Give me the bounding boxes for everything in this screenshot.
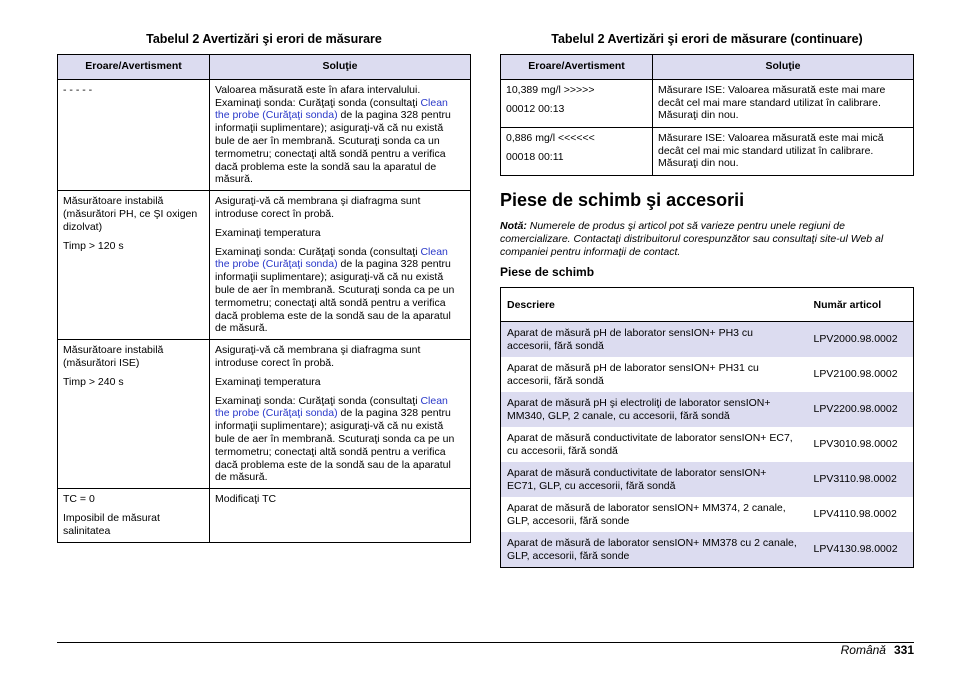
column-header-error: Eroare/Avertisment: [58, 55, 210, 80]
error-text: Timp > 120 s: [63, 239, 124, 252]
column-header-error: Eroare/Avertisment: [501, 55, 653, 80]
part-number: LPV4110.98.0002: [813, 508, 897, 521]
parts-row: [501, 322, 914, 358]
parts-row: [501, 357, 914, 392]
error-cell: [58, 191, 210, 340]
error-text: Timp > 240 s: [63, 375, 124, 388]
part-number: LPV2200.98.0002: [804, 392, 914, 427]
solution-paragraph: [215, 195, 465, 221]
cross-reference-link[interactable]: Clean the probe (Curăţaţi sonda): [215, 394, 448, 420]
solution-cell: [210, 489, 471, 542]
page-number: 331: [893, 643, 914, 657]
cross-reference-link[interactable]: Clean the probe (Curăţaţi sonda): [215, 245, 448, 271]
part-number: LPV2100.98.0002: [813, 368, 898, 381]
cross-reference-link[interactable]: Clean the probe (Curăţaţi sonda): [215, 96, 448, 122]
part-description: Aparat de măsură de laborator sensION+ MM374, 2 canale, GLP, accesorii, fără sonde: [507, 501, 786, 527]
solution-paragraph: [215, 227, 465, 240]
error-cell: [501, 127, 653, 175]
parts-header-description: Descriere: [501, 288, 804, 322]
solution-cell: [653, 127, 914, 175]
error-text: Măsurătoare instabilă (măsurători ISE): [63, 344, 164, 369]
table-row: [501, 127, 914, 175]
solution-paragraph: [215, 84, 465, 186]
errors-table: [57, 54, 471, 543]
parts-header-number: Număr articol: [804, 288, 914, 322]
error-cell: [58, 340, 210, 489]
table-row: [58, 191, 471, 340]
error-text: Măsurătoare instabilă (măsurători PH, ce ŞI oxigen dizolvat): [63, 195, 198, 233]
error-text: - - - - -: [63, 83, 93, 96]
parts-row: [501, 497, 914, 532]
solution-paragraph: [215, 246, 465, 336]
solution-text: de la pagina 328 pentru informaţii suplimentare); asiguraţi-vă că nu există bule de aer în membrană. Scuturaţi sonda ca pe un termometru; conectaţi altă sondă pentru a verifica dacă problema este de la sondă sau de la aparatul de măsură.: [215, 258, 455, 335]
parts-row: [501, 392, 914, 427]
part-number: LPV4130.98.0002: [804, 532, 914, 568]
section-title: Piese de schimb şi accesorii: [500, 190, 745, 210]
error-text: 00012 00:13: [506, 102, 565, 115]
solution-text: Măsurare ISE: Valoarea măsurată este mai mare decât cel mai mare standard utilizat în calibrare. Măsuraţi din nou.: [658, 83, 886, 122]
column-header-solution: Soluţie: [210, 55, 471, 80]
solution-text: Examinaţi sonda: Curăţaţi sonda (consultaţi: [215, 245, 421, 258]
page-footer: [841, 643, 914, 657]
part-description: Aparat de măsură conductivitate de laborator sensION+ EC71, GLP, cu accesorii, fără sondă: [501, 462, 804, 497]
table-row: [58, 340, 471, 489]
solution-paragraph: [658, 132, 908, 170]
solution-cell: [210, 191, 471, 340]
solution-cell: [210, 340, 471, 489]
note-text: Numerele de produs şi articol pot să varieze pentru unele regiuni de comercializare. Contactaţi distribuitorul corespunzător sau consultaţi site-ul Web al companiei pentru informaţii de contact.: [500, 220, 884, 258]
part-description: Aparat de măsură de laborator sensION+ MM378 cu 2 canale, GLP, accesorii, fără sonde: [501, 532, 804, 568]
solution-text: Asiguraţi-vă că membrana şi diafragma sunt introduse corect în probă.: [215, 195, 421, 220]
solution-paragraph: [215, 376, 465, 389]
part-description: Aparat de măsură pH de laborator sensION+ PH31 cu accesorii, fără sondă: [507, 361, 759, 387]
part-description: Aparat de măsură pH şi electroliţi de laborator sensION+ MM340, GLP, 2 canale, cu accesorii, fără sondă: [501, 392, 804, 427]
solution-paragraph: [658, 84, 908, 122]
error-cell: [58, 489, 210, 542]
solution-paragraph: [215, 344, 465, 370]
part-description: Aparat de măsură conductivitate de laborator sensION+ EC7, cu accesorii, fără sondă: [507, 431, 793, 457]
solution-text: de la pagina 328 pentru informaţii suplimentare); asiguraţi-vă că nu există bule de aer în membrană. Scuturaţi sonda ca un termometru; conectaţi altă sondă pentru a verifica dacă problema este la sondă sau la aparatul de măsură.: [215, 109, 451, 186]
errors-table-continued: [500, 54, 914, 176]
error-text: 10,389 mg/l >>>>>: [506, 83, 595, 96]
solution-text: Examinaţi sonda: Curăţaţi sonda (consultaţi: [215, 394, 421, 407]
table-row: [501, 79, 914, 127]
solution-text: Valoarea măsurată este în afara intervalului. Examinaţi sonda: Curăţaţi sonda (consultaţi: [215, 83, 421, 109]
solution-paragraph: [215, 493, 465, 506]
part-number: LPV3110.98.0002: [804, 462, 914, 497]
note-label: Notă:: [500, 220, 527, 232]
parts-row: [501, 462, 914, 497]
error-text: 00018 00:11: [506, 150, 564, 163]
solution-text: Modificaţi TC: [215, 493, 277, 506]
solution-cell: [210, 79, 471, 190]
error-text: TC = 0: [63, 493, 95, 506]
part-description: Aparat de măsură pH de laborator sensION+ PH3 cu accesorii, fără sondă: [501, 322, 804, 358]
error-cell: [58, 79, 210, 190]
footer-language: Română: [840, 643, 886, 657]
note-paragraph: [500, 220, 914, 258]
solution-paragraph: [215, 395, 465, 485]
table-caption-continued: Tabelul 2 Avertizări şi erori de măsurare (continuare): [551, 32, 863, 46]
parts-row: [501, 532, 914, 568]
column-header-solution: Soluţie: [653, 55, 914, 80]
solution-text: Examinaţi temperatura: [215, 375, 321, 388]
parts-table: [500, 287, 914, 568]
error-text: 0,886 mg/l <<<<<<: [506, 131, 595, 144]
part-number: LPV3010.98.0002: [813, 438, 898, 451]
table-row: [58, 79, 471, 190]
solution-text: Asiguraţi-vă că membrana şi diafragma sunt introduse corect în probă.: [215, 344, 421, 369]
solution-text: de la pagina 328 pentru informaţii suplimentare); asiguraţi-vă că nu există bule de aer în membrană. Scuturaţi sonda ca pe un termometru; conectaţi altă sondă pentru a verifica dacă problema este de la sondă sau de la aparatul de măsură.: [215, 407, 455, 484]
solution-text: Măsurare ISE: Valoarea măsurată este mai mică decât cel mai mic standard utilizat în calibrare. Măsuraţi din nou.: [658, 131, 884, 170]
table-row: [58, 489, 471, 542]
subsection-title: Piese de schimb: [500, 265, 595, 279]
solution-text: Examinaţi temperatura: [215, 226, 321, 239]
error-cell: [501, 79, 653, 127]
table-caption: Tabelul 2 Avertizări şi erori de măsurare: [146, 32, 382, 46]
footer-rule: [57, 642, 914, 643]
solution-cell: [653, 79, 914, 127]
parts-row: [501, 427, 914, 462]
error-text: Imposibil de măsurat salinitatea: [63, 511, 160, 537]
part-number: LPV2000.98.0002: [804, 322, 914, 358]
